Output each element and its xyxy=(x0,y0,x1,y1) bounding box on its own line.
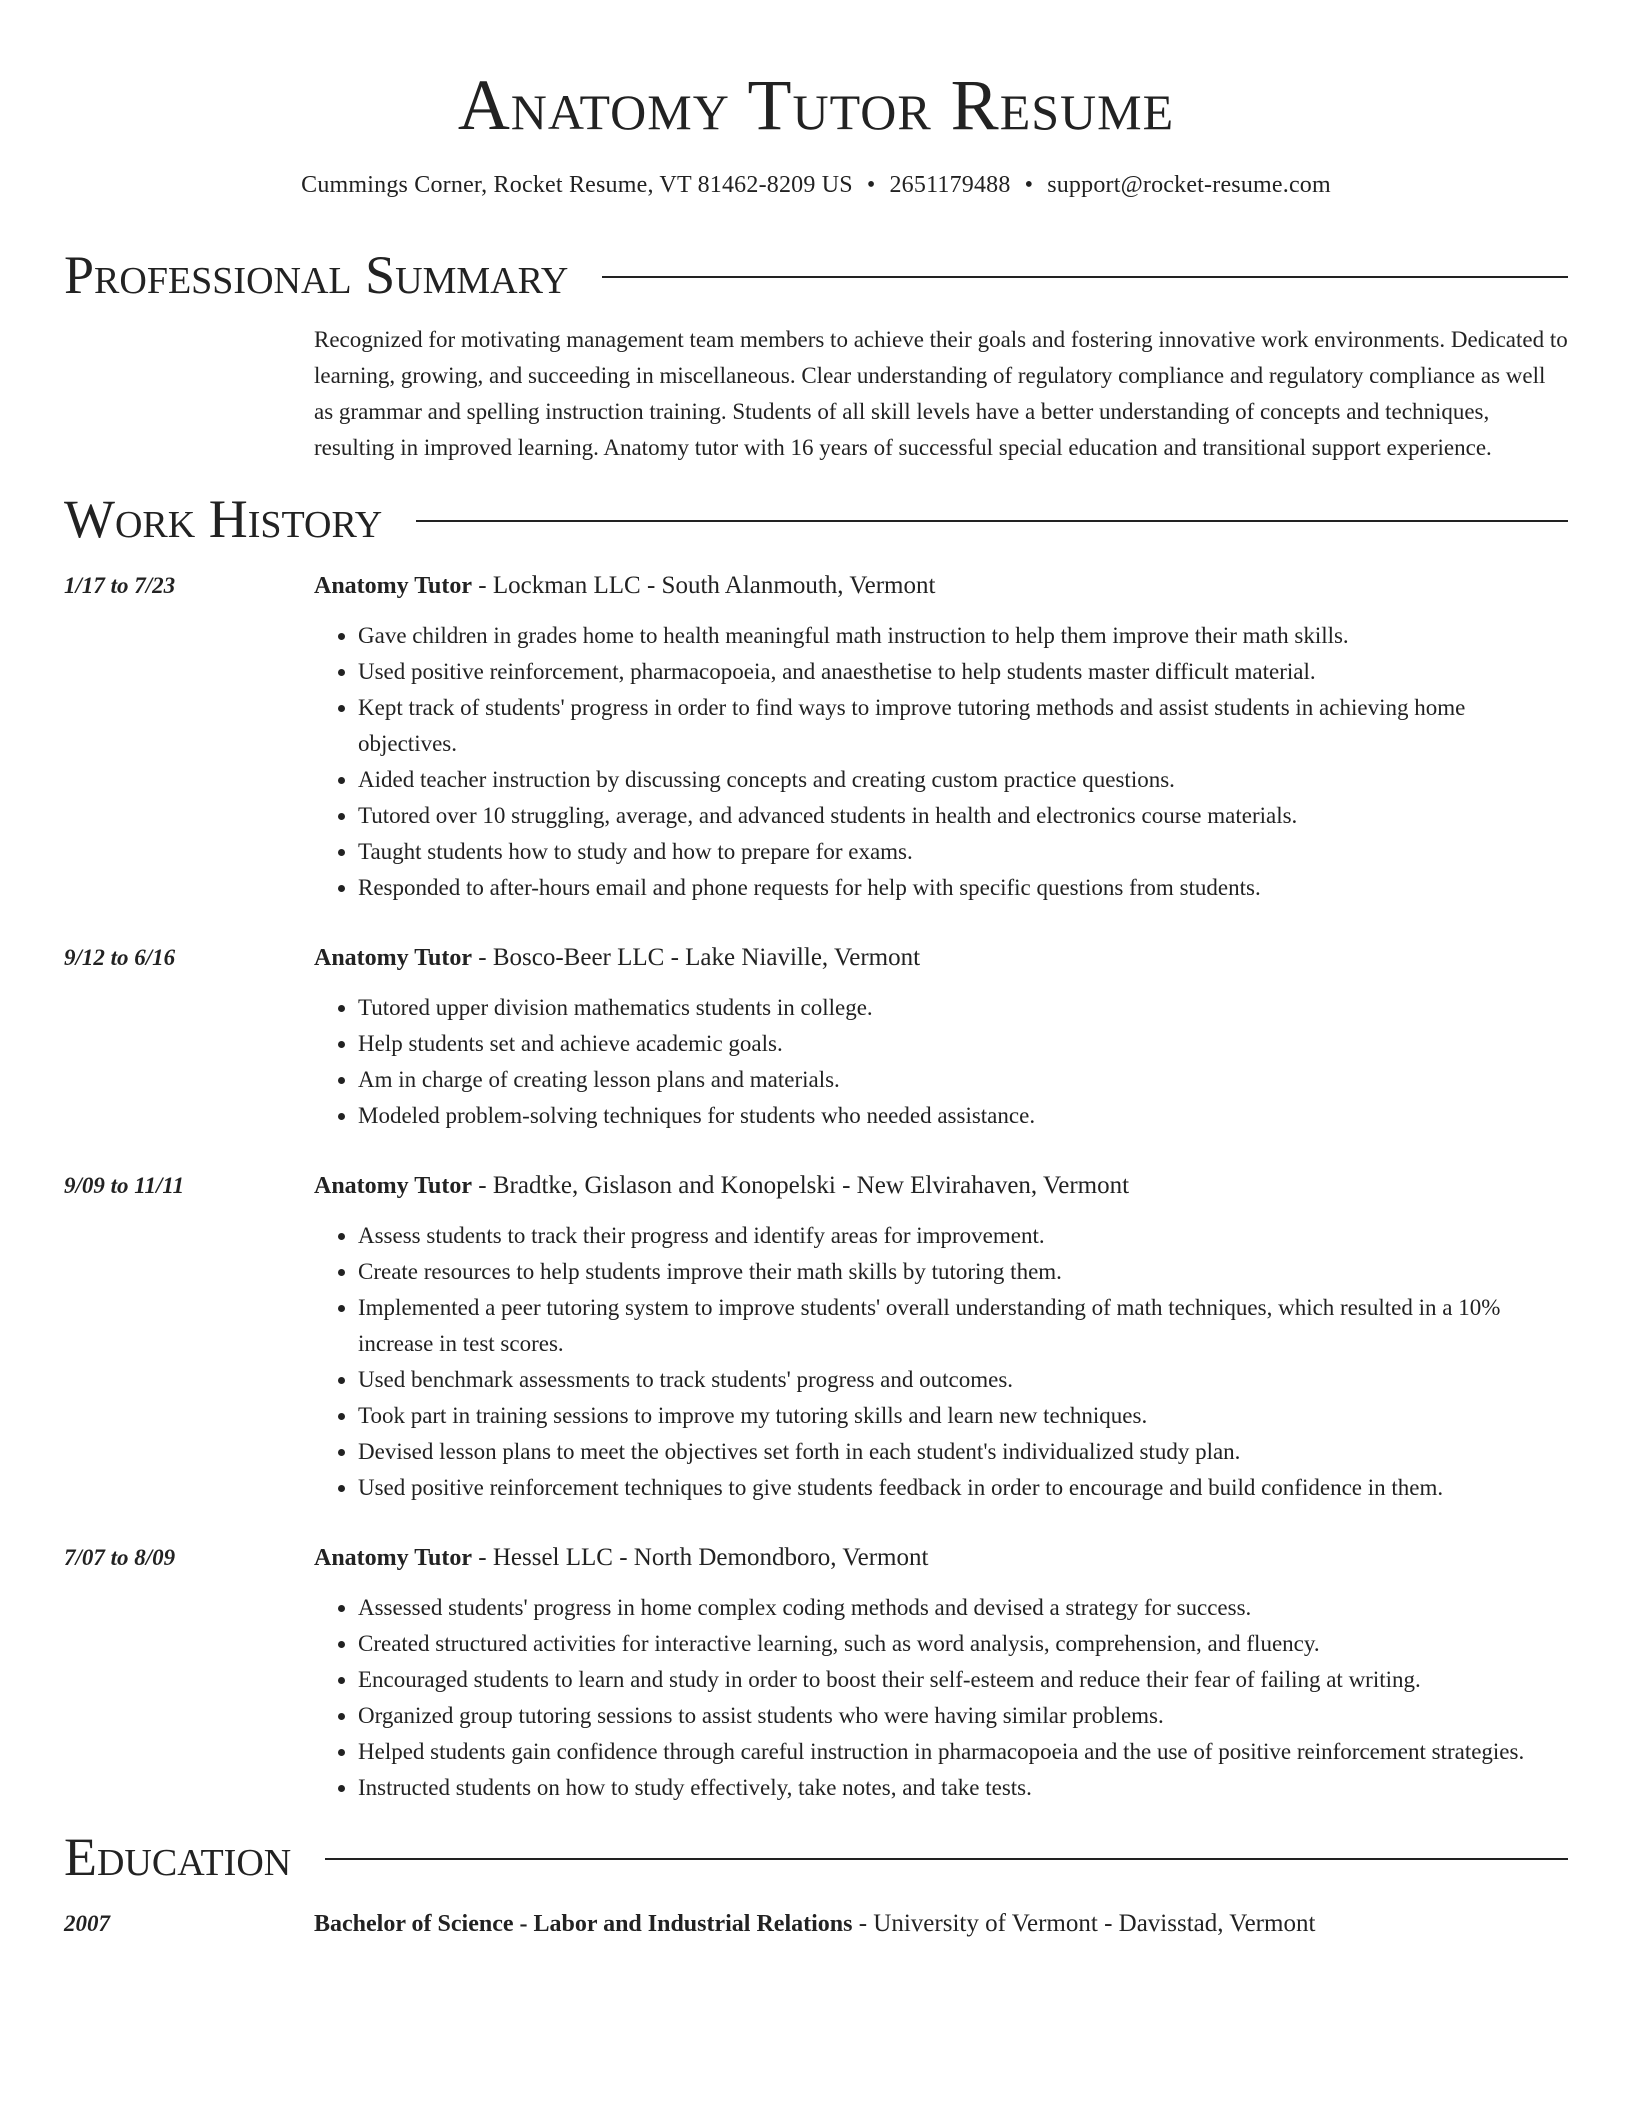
job-bullet: • Tutored over 10 struggling, average, and advanced students in health and electronics course materials. xyxy=(358,798,1568,834)
job-bullet: • Encouraged students to learn and study in order to boost their self-esteem and reduce their fear of failing at writing. xyxy=(358,1662,1568,1698)
job-bullet: • Responded to after-hours email and phone requests for help with specific questions from students. xyxy=(358,870,1568,906)
job-dates: 1/17 to 7/23 xyxy=(64,573,176,598)
job-bullet: • Used positive reinforcement, pharmacopoeia, and anaesthetise to help students master difficult material. xyxy=(358,654,1568,690)
job-bullets xyxy=(314,618,1568,906)
summary-section-title: Professional Summary xyxy=(64,245,569,305)
contact-separator: • xyxy=(866,172,876,198)
section-divider xyxy=(325,1858,1568,1860)
job-bullets xyxy=(314,1590,1568,1806)
job-role: Anatomy Tutor xyxy=(314,945,473,971)
job-role: Anatomy Tutor xyxy=(314,1173,473,1199)
job-title-line xyxy=(314,568,1568,604)
job-bullets xyxy=(314,990,1568,1134)
job-bullet: • Created structured activities for interactive learning, such as word analysis, comprehension, and fluency. xyxy=(358,1626,1568,1662)
job-title-line xyxy=(314,1168,1568,1204)
job-bullet: • Tutored upper division mathematics students in college. xyxy=(358,990,1568,1026)
job-bullet: • Assessed students' progress in home complex coding methods and devised a strategy for success. xyxy=(358,1590,1568,1626)
job-bullet: • Kept track of students' progress in order to find ways to improve tutoring methods and assist students in achieving home objectives. xyxy=(358,690,1568,762)
section-divider xyxy=(416,520,1568,522)
work-section-header xyxy=(64,488,1568,550)
job-dates: 9/12 to 6/16 xyxy=(64,945,176,970)
job-bullet: • Helped students gain confidence through careful instruction in pharmacopoeia and the use of positive reinforcement strategies. xyxy=(358,1734,1568,1770)
job-dates: 7/07 to 8/09 xyxy=(64,1545,176,1570)
contact-phone: 2651179488 xyxy=(889,172,1011,198)
contact-line xyxy=(64,170,1568,200)
job-role: Anatomy Tutor xyxy=(314,1545,473,1571)
contact-address: Cummings Corner, Rocket Resume, VT 81462-8209 US xyxy=(301,172,853,198)
job-bullet: • Organized group tutoring sessions to assist students who were having similar problems. xyxy=(358,1698,1568,1734)
job-bullet: • Gave children in grades home to health meaningful math instruction to help them improve their math skills. xyxy=(358,618,1568,654)
job-bullet: • Used positive reinforcement techniques to give students feedback in order to encourage and build confidence in them. xyxy=(358,1470,1568,1506)
contact-email: support@rocket-resume.com xyxy=(1047,172,1331,198)
job-bullet: • Devised lesson plans to meet the objectives set forth in each student's individualized study plan. xyxy=(358,1434,1568,1470)
job-bullet: • Aided teacher instruction by discussing concepts and creating custom practice questions. xyxy=(358,762,1568,798)
job-title-line xyxy=(314,1540,1568,1576)
job-employer-location: - Bosco-Beer LLC - Lake Niaville, Vermont xyxy=(472,944,921,971)
job-bullet: • Am in charge of creating lesson plans and materials. xyxy=(358,1062,1568,1098)
job-bullets xyxy=(314,1218,1568,1506)
job-entry xyxy=(64,568,1568,906)
job-bullet: • Implemented a peer tutoring system to improve students' overall understanding of math techniques, which resulted in a 10% increase in test scores. xyxy=(358,1290,1568,1362)
contact-separator: • xyxy=(1024,172,1034,198)
job-bullet: • Took part in training sessions to improve my tutoring skills and learn new techniques. xyxy=(358,1398,1568,1434)
job-body xyxy=(314,940,1568,1134)
summary-text: Recognized for motivating management team members to achieve their goals and fostering innovative work environments. Dedicated to learning, growing, and succeeding in miscellaneous. Clear understanding of regulatory compliance and regulatory compliance as well as grammar and spelling instruction training. Students of all skill levels have a better understanding of concepts and techniques, resulting in improved learning. Anatomy tutor with 16 years of successful special education and transitional support experience. xyxy=(314,327,1568,460)
job-entry xyxy=(64,940,1568,1134)
job-bullet: • Instructed students on how to study effectively, take notes, and take tests. xyxy=(358,1770,1568,1806)
education-year: 2007 xyxy=(64,1911,110,1936)
resume-header xyxy=(64,0,1568,200)
summary-section-header xyxy=(64,244,1568,306)
job-title-line xyxy=(314,940,1568,976)
job-body xyxy=(314,1168,1568,1506)
resume-name: Anatomy Tutor Resume xyxy=(457,65,1175,145)
job-body xyxy=(314,1540,1568,1806)
job-entry xyxy=(64,1168,1568,1506)
section-divider xyxy=(602,276,1568,278)
education-section-header xyxy=(64,1826,1568,1888)
job-role: Anatomy Tutor xyxy=(314,573,473,599)
job-employer-location: - Lockman LLC - South Alanmouth, Vermont xyxy=(472,572,936,599)
job-bullet: • Modeled problem-solving techniques for students who needed assistance. xyxy=(358,1098,1568,1134)
job-bullet: • Help students set and achieve academic goals. xyxy=(358,1026,1568,1062)
education-school-location: - University of Vermont - Davisstad, Vermont xyxy=(852,1910,1316,1937)
job-bullet: • Assess students to track their progress and identify areas for improvement. xyxy=(358,1218,1568,1254)
job-bullet: • Create resources to help students improve their math skills by tutoring them. xyxy=(358,1254,1568,1290)
work-section-title: Work History xyxy=(64,489,383,549)
education-entry xyxy=(64,1906,1568,1942)
job-employer-location: - Bradtke, Gislason and Konopelski - New Elvirahaven, Vermont xyxy=(472,1172,1130,1199)
education-list xyxy=(64,1906,1568,1942)
education-section-title: Education xyxy=(64,1827,292,1887)
job-entry xyxy=(64,1540,1568,1806)
education-line xyxy=(314,1906,1315,1942)
education-degree: Bachelor of Science - Labor and Industrial Relations xyxy=(314,1911,853,1937)
work-history-list xyxy=(64,568,1568,1806)
job-bullet: • Used benchmark assessments to track students' progress and outcomes. xyxy=(358,1362,1568,1398)
job-bullet: • Taught students how to study and how to prepare for exams. xyxy=(358,834,1568,870)
job-body xyxy=(314,568,1568,906)
job-dates: 9/09 to 11/11 xyxy=(64,1173,185,1198)
job-employer-location: - Hessel LLC - North Demondboro, Vermont xyxy=(472,1544,929,1571)
